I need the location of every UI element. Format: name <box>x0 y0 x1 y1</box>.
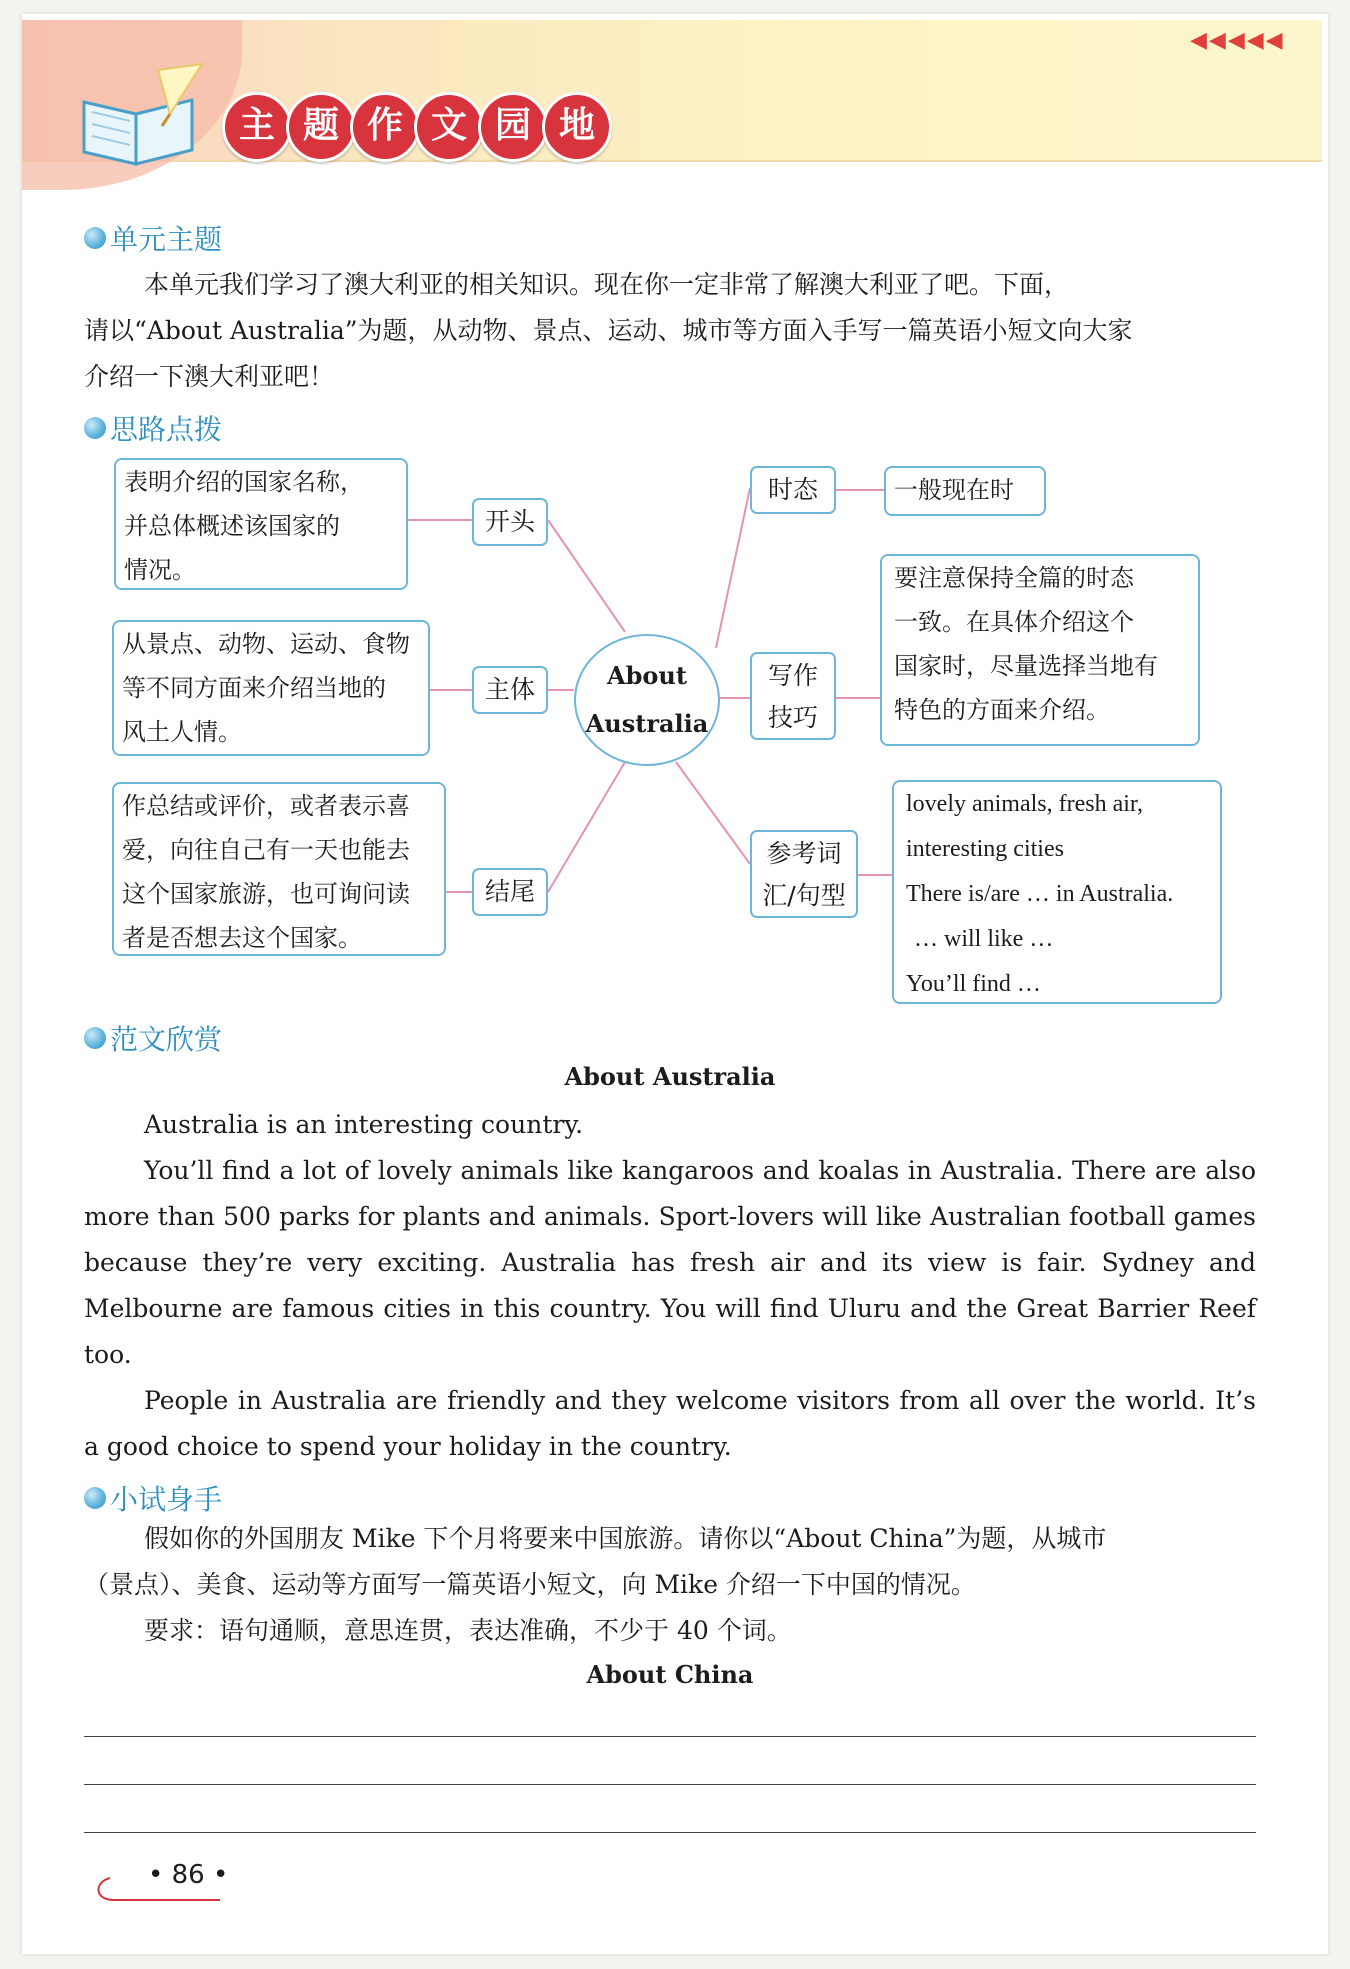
section-heading-text: 单元主题 <box>110 223 223 256</box>
answer-line[interactable] <box>84 1736 1256 1737</box>
node-opening: 开头 <box>472 498 548 546</box>
theme-line: 请以“About Australia”为题，从动物、景点、运动、城市等方面入手写一篇英语小短文向大家 <box>84 316 1133 345</box>
phrase-line: interesting cities <box>906 836 1064 862</box>
phrase-line: lovely animals, fresh air, <box>906 791 1143 817</box>
node-tense: 时态 <box>750 466 836 514</box>
page-number: • 86 • <box>148 1860 229 1890</box>
theme-line: 本单元我们学习了澳大利亚的相关知识。现在你一定非常了解澳大利亚了吧。下面， <box>144 270 1070 299</box>
arrow-decoration-icon: ◀◀◀◀◀ <box>1190 28 1285 53</box>
desc-line: 情况。 <box>124 556 196 584</box>
essay-paragraph: People in Australia are friendly and they welcome visitors from all over the world. It’s a good choice to spend your holiday in the country. <box>84 1386 1256 1461</box>
node-writing-tips <box>750 652 836 740</box>
banner-title-char: 题 <box>286 92 356 162</box>
desc-line: 这个国家旅游，也可询问读 <box>122 880 410 908</box>
desc-line: 并总体概述该国家的 <box>124 512 340 540</box>
desc-line: 一致。在具体介绍这个 <box>894 608 1134 636</box>
model-essay-body <box>84 1102 1256 1470</box>
desc-line: 国家时，尽量选择当地有 <box>894 652 1158 680</box>
model-essay-title: About Australia <box>564 1062 776 1091</box>
desc-line: 要注意保持全篇的时态 <box>894 564 1134 592</box>
node-label-line: 写作 <box>767 661 818 690</box>
center-topic <box>574 634 720 766</box>
desc-line: 从景点、动物、运动、食物 <box>122 630 410 658</box>
node-ending: 结尾 <box>472 868 548 916</box>
banner-title-char: 地 <box>542 92 612 162</box>
practice-requirement: 要求：语句通顺，意思连贯，表达准确，不少于 40 个词。 <box>144 1616 792 1645</box>
node-label-line: 汇/句型 <box>762 881 846 910</box>
desc-line: 者是否想去这个国家。 <box>122 924 362 952</box>
node-label-line: 技巧 <box>767 703 818 732</box>
section-heading-model <box>84 1018 222 1058</box>
opening-description <box>114 458 408 590</box>
banner-title-char: 主 <box>222 92 292 162</box>
phrase-line: You’ll find … <box>906 971 1041 997</box>
reference-phrases-description <box>892 780 1222 1004</box>
banner-title-char: 园 <box>478 92 548 162</box>
section-heading-text: 思路点拨 <box>110 413 223 446</box>
phrase-line: … will like … <box>914 926 1054 952</box>
practice-instructions <box>84 1516 1256 1654</box>
node-reference-phrases <box>750 830 858 918</box>
theme-line: 介绍一下澳大利亚吧！ <box>84 362 335 391</box>
phrase-line: There is/are … in Australia. <box>906 881 1174 907</box>
bullet-dot-icon <box>84 1027 106 1049</box>
center-topic-line: Australia <box>585 709 709 738</box>
bullet-dot-icon <box>84 1487 106 1509</box>
writing-tips-description <box>880 554 1200 746</box>
answer-line[interactable] <box>84 1784 1256 1785</box>
essay-paragraph: You’ll find a lot of lovely animals like kangaroos and koalas in Australia. There are also more than 500 parks for plants and animals. Sport-lovers will like Australian football games because they’re very exciting. Australia has fresh air and its view is fair. Sydney and Melbourne are famous cities in this country. You will find Uluru and the Great Barrier Reef too. <box>84 1156 1256 1369</box>
node-label-line: 参考词 <box>766 839 842 868</box>
desc-line: 风土人情。 <box>122 718 242 746</box>
answer-line[interactable] <box>84 1832 1256 1833</box>
desc-line: 一般现在时 <box>894 476 1014 504</box>
essay-paragraph: Australia is an interesting country. <box>144 1110 584 1139</box>
tense-description <box>884 466 1046 516</box>
banner-title-char: 作 <box>350 92 420 162</box>
section-heading-text: 范文欣赏 <box>110 1023 223 1056</box>
banner-title-char: 文 <box>414 92 484 162</box>
center-topic-line: About <box>607 661 687 690</box>
node-body: 主体 <box>472 666 548 714</box>
section-heading-practice <box>84 1478 222 1518</box>
practice-line: 假如你的外国朋友 Mike 下个月将要来中国旅游。请你以“About China”为题，从城市 <box>144 1524 1107 1553</box>
desc-line: 等不同方面来介绍当地的 <box>122 674 386 702</box>
ending-description <box>112 782 446 956</box>
practice-title: About China <box>586 1660 754 1689</box>
desc-line: 爱，向往自己有一天也能去 <box>122 836 410 864</box>
section-heading-text: 小试身手 <box>110 1483 223 1516</box>
desc-line: 作总结或评价，或者表示喜 <box>122 792 410 820</box>
desc-line: 特色的方面来介绍。 <box>894 696 1110 724</box>
body-description <box>112 620 430 756</box>
desc-line: 表明介绍的国家名称， <box>124 468 364 496</box>
practice-line: （景点）、美食、运动等方面写一篇英语小短文，向 Mike 介绍一下中国的情况。 <box>84 1570 976 1599</box>
